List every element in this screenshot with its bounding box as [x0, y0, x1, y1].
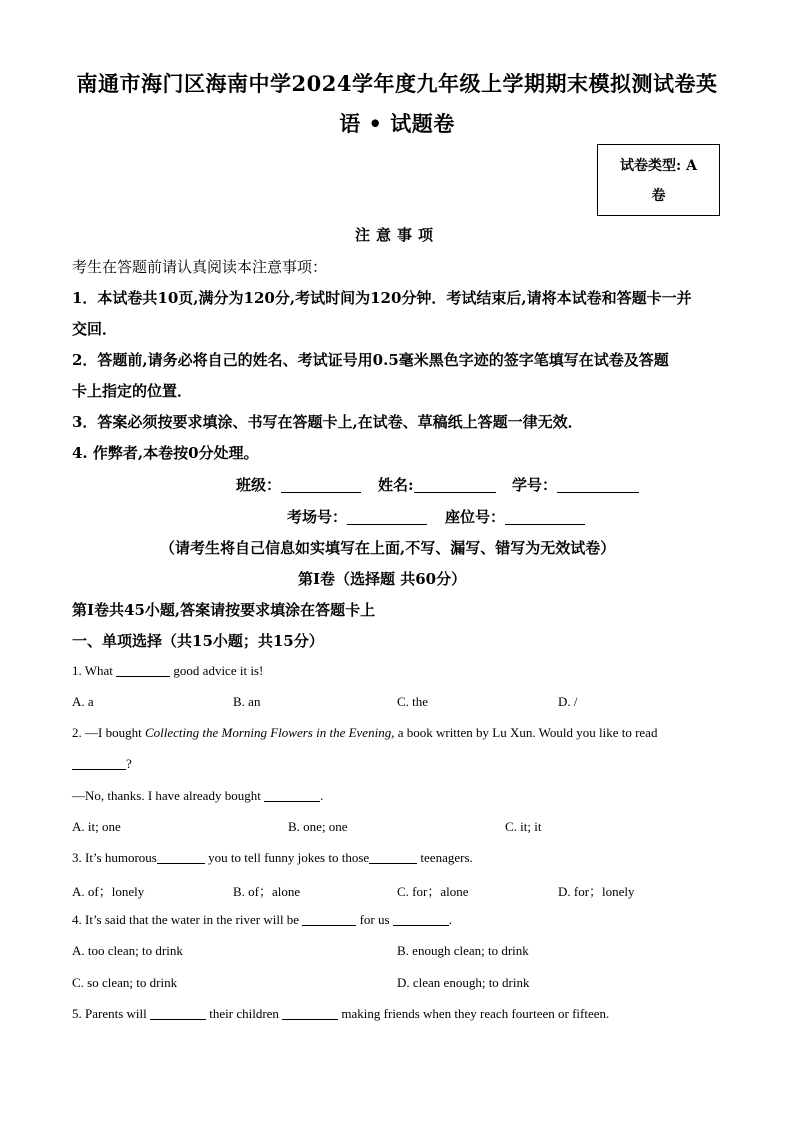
notice-intro: 考生在答题前请认真阅读本注意事项： [72, 258, 328, 276]
answer-blank [150, 1007, 206, 1020]
q3-option-c[interactable]: C. for；alone [397, 884, 469, 899]
question-text: 3. It’s humorous [72, 850, 157, 865]
answer-blank [157, 851, 205, 864]
q4-option-d[interactable]: D. clean enough; to drink [397, 975, 530, 990]
question-2 [72, 725, 657, 741]
seat-label: 座位号： [445, 508, 506, 526]
notice-item-1-cont: 交回． [72, 320, 118, 338]
q1-option-a[interactable]: A. a [72, 694, 94, 709]
answer-blank [302, 913, 356, 926]
question-text: you to tell funny jokes to those [204, 850, 370, 865]
question-4 [72, 912, 452, 928]
name-label: 姓名: [378, 476, 414, 494]
exam-room-label: 考场号： [287, 508, 348, 526]
notice-item-2: 2．答题前,请务必将自己的姓名、考试证号用0.5毫米黑色字迹的签字笔填写在试卷及答题 [72, 351, 669, 369]
question-text: 2. —I bought [72, 725, 145, 740]
part-title: 一、单项选择（共15小题；共15分） [72, 632, 324, 650]
question-text: . [448, 912, 453, 927]
paper-type-label: 试卷类型: A [620, 158, 697, 174]
section-instruction: 第I卷共45小题,答案请按要求填涂在答题卡上 [72, 601, 376, 619]
q1-option-b[interactable]: B. an [233, 694, 261, 709]
paper-type-label-cont: 卷 [651, 188, 666, 204]
name-blank[interactable] [414, 476, 496, 493]
question-2-reply [72, 788, 323, 804]
notice-item-2-cont: 卡上指定的位置． [72, 382, 193, 400]
question-text: their children [206, 1006, 283, 1021]
answer-blank [116, 664, 170, 677]
question-text: for us [356, 912, 393, 927]
seat-field[interactable] [445, 506, 585, 527]
q2-option-c[interactable]: C. it; it [505, 819, 542, 834]
class-field[interactable] [236, 474, 361, 495]
student-id-label: 学号： [512, 476, 558, 494]
class-blank[interactable] [281, 476, 361, 493]
question-3 [72, 850, 473, 866]
answer-blank [393, 913, 449, 926]
q3-option-b[interactable]: B. of；alone [233, 884, 301, 899]
question-text: 5. Parents will [72, 1006, 150, 1021]
exam-room-blank[interactable] [347, 508, 427, 525]
student-id-field[interactable] [512, 474, 639, 495]
question-2-cont [72, 756, 132, 772]
q3-option-a[interactable]: A. of；lonely [72, 884, 145, 899]
seat-blank[interactable] [505, 508, 585, 525]
exam-room-field[interactable] [287, 506, 427, 527]
question-text: —No, thanks. I have already bought [72, 788, 265, 803]
book-title: Collecting the Morning Flowers in the Evening [144, 725, 392, 740]
exam-title-line2: 语 • 试题卷 [339, 111, 455, 136]
notice-heading: 注意事项 [354, 226, 439, 244]
question-text: , a book written by Lu Xun. Would you like to read [391, 725, 658, 740]
notice-item-3: 3．答案必须按要求填涂、书写在答题卡上,在试卷、草稿纸上答题一律无效． [72, 413, 583, 431]
q2-option-a[interactable]: A. it; one [72, 819, 121, 834]
q4-option-a[interactable]: A. too clean; to drink [72, 943, 183, 958]
notice-item-1: 1．本试卷共10页,满分为120分,考试时间为120分钟．考试结束后,请将本试卷和答题卡一并 [72, 289, 692, 307]
section-title: 第I卷（选择题 共60分） [298, 570, 467, 588]
student-id-blank[interactable] [557, 476, 639, 493]
name-field[interactable] [378, 474, 496, 495]
q1-option-c[interactable]: C. the [397, 694, 429, 709]
question-text: good advice it is! [170, 663, 264, 678]
q2-option-b[interactable]: B. one; one [288, 819, 348, 834]
question-5 [72, 1006, 609, 1022]
answer-blank [369, 851, 417, 864]
q1-option-d[interactable]: D. / [558, 694, 578, 709]
notice-item-4: 4. 作弊者,本卷按0分处理。 [72, 444, 259, 462]
question-text: 4. It’s said that the water in the river will be [72, 912, 303, 927]
answer-blank [264, 789, 320, 802]
question-text: 1. What [72, 663, 117, 678]
exam-title-line1: 南通市海门区海南中学2024学年度九年级上学期期末模拟测试卷英 [76, 71, 718, 96]
info-warning: （请考生将自己信息如实填写在上面,不写、漏写、错写为无效试卷） [160, 539, 616, 557]
q4-option-b[interactable]: B. enough clean; to drink [397, 943, 529, 958]
answer-blank [282, 1007, 338, 1020]
question-text: . [320, 788, 324, 803]
question-text: ? [126, 756, 132, 771]
q4-option-c[interactable]: C. so clean; to drink [72, 975, 178, 990]
answer-blank [72, 757, 126, 770]
class-label: 班级： [236, 476, 282, 494]
question-1 [72, 663, 263, 679]
q3-option-d[interactable]: D. for；lonely [558, 884, 635, 899]
question-text: making friends when they reach fourteen or fifteen. [338, 1006, 610, 1021]
question-text: teenagers. [417, 850, 473, 865]
paper-type-box [597, 144, 720, 216]
